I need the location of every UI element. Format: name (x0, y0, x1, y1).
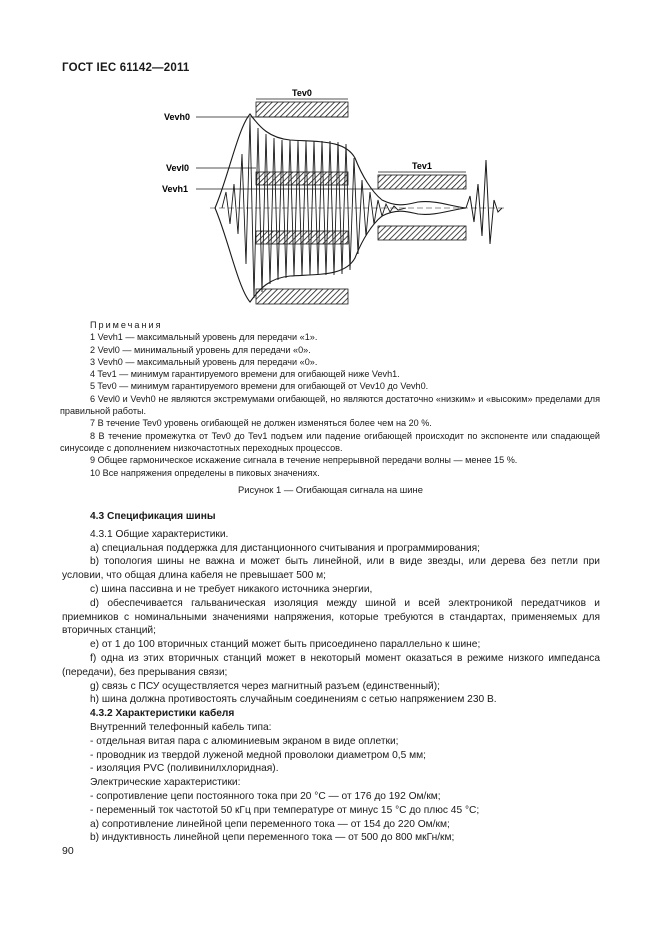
list-item: g) связь с ПСУ осуществляется через магнитный разъем (единственный); (90, 680, 440, 692)
list-item: c) шина пассивна и не требует никакого источника энергии, (90, 583, 373, 595)
list-item: a) специальная поддержка для дистанционного считывания и программирования; (90, 542, 480, 554)
note-item: 1 Vevh1 — максимальный уровень для передачи «1». (90, 332, 318, 343)
body-text (62, 510, 600, 845)
note-item: 8 В течение промежутка от Tev0 до Tev1 подъем или падение огибающей происходит по экспоненте или спадающей синусоиде с дополнением низкочастотных переходных процессов. (60, 430, 600, 453)
label-vevl0: Vevl0 (166, 163, 190, 173)
list-item: - проводник из твердой луженой медной проволоки диаметром 0,5 мм; (90, 749, 426, 761)
list-item: d) обеспечивается гальваническая изоляция между шиной и всей электроникой передатчиков и приемников с номинальными значениями напряжения, которые требуются в стандартах, применяемых для вторичных станций; (62, 597, 600, 637)
note-item: 6 Vevl0 и Vevh0 не являются экстремумами огибающей, но являются достаточно «низким» и «высоким» пределами для правильной работы. (60, 393, 600, 417)
section-heading: 4.3.2 Характеристики кабеля (90, 708, 235, 720)
tev0-inner-upper-block (256, 172, 348, 185)
list-item: - переменный ток частотой 50 кГц при температуре от минус 15 °C до плюс 45 °C; (90, 804, 480, 816)
label-tev0: Tev0 (292, 88, 312, 98)
label-tev1: Tev1 (412, 161, 432, 171)
list-item: h) шина должна противостоять случайным соединениям с сетью напряжением 230 В. (90, 694, 497, 706)
figure-notes (60, 319, 600, 479)
tev1-lower-block (378, 226, 466, 240)
list-item: f) одна из этих вторичных станций может в некоторый момент оказаться в режиме низкого импеданса (передачи), без прерывания связи; (62, 652, 600, 678)
paragraph: Электрические характеристики: (90, 777, 241, 789)
note-item: 7 В течение Tev0 уровень огибающей не должен изменяться более чем на 20 %. (90, 418, 432, 429)
tev0-lower-block (256, 289, 348, 304)
paragraph: Внутренний телефонный кабель типа: (90, 721, 272, 733)
list-item: - отдельная витая пара с алюминиевым экраном в виде оплетки; (90, 735, 399, 747)
signal-envelope-figure (150, 88, 510, 314)
notes-title: Примечания (90, 320, 163, 330)
note-item: 4 Tev1 — минимум гарантируемого времени для огибающей ниже Vevh1. (90, 369, 400, 380)
tev1-upper-block (378, 175, 466, 189)
list-item: - сопротивление цепи постоянного тока при 20 °C — от 176 до 192 Ом/км; (90, 790, 441, 802)
note-item: 9 Общее гармоническое искажение сигнала в течение непрерывной передачи волны — менее 15 %. (90, 455, 518, 466)
label-vevh1: Vevh1 (162, 184, 189, 194)
list-item: a) сопротивление линейной цепи переменного тока — от 154 до 220 Ом/км; (90, 818, 450, 830)
page-number: 90 (62, 845, 74, 857)
list-item: - изоляция PVC (поливинилхлоридная). (90, 763, 279, 775)
tail-burst (466, 160, 502, 244)
note-item: 5 Tev0 — минимум гарантируемого времени для огибающей от Vev10 до Vevh0. (90, 381, 429, 392)
tev0-inner-lower-block (256, 231, 348, 244)
note-item: 3 Vevh0 — максимальный уровень для передачи «0». (90, 356, 318, 367)
tev0-upper-block (256, 102, 348, 117)
page-header: ГОСТ IEC 61142—2011 (62, 62, 190, 74)
note-item: 2 Vevl0 — минимальный уровень для передачи «0». (90, 344, 311, 355)
list-item: e) от 1 до 100 вторичных станций может быть присоединено параллельно к шине; (90, 639, 481, 651)
subsection-heading: 4.3.1 Общие характеристики. (90, 528, 229, 540)
list-item: b) индуктивность линейной цепи переменного тока — от 500 до 800 мкГн/км; (90, 832, 455, 844)
label-vevh0: Vevh0 (164, 112, 191, 122)
section-heading: 4.3 Спецификация шины (90, 511, 216, 522)
list-item: b) топология шины не важна и может быть линейной, или в виде звезды, или дерева без петли при условии, что общая длина кабеля не превышает 500 м; (62, 556, 600, 582)
note-item: 10 Все напряжения определены в пиковых значениях. (90, 467, 320, 478)
figure-caption: Рисунок 1 — Огибающая сигнала на шине (238, 484, 423, 495)
